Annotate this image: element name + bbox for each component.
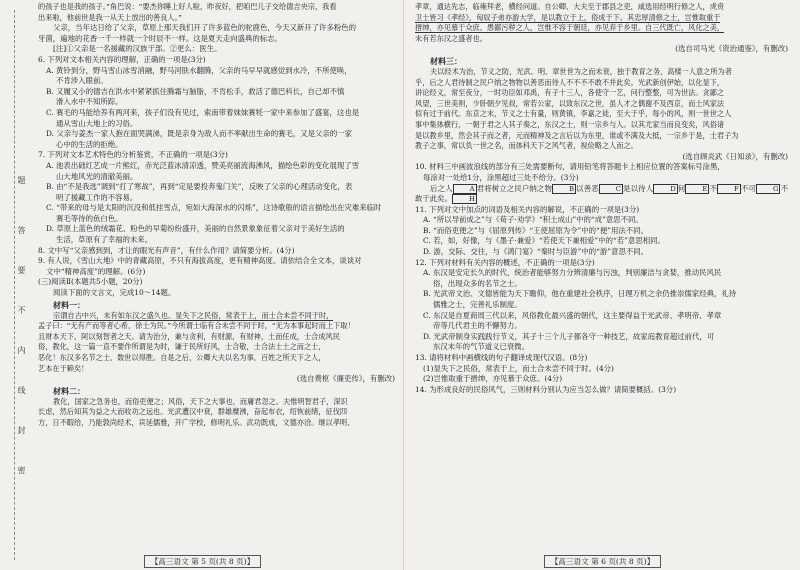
answer-option-continued: 山大地风光的清澈美丽。 — [56, 171, 138, 181]
answer-option: A. 东汉是安定长久的时代，统治者能够努力分辨清廉与污浊，判别廉洁与贪婪，推动民风民 — [423, 268, 722, 278]
question-14: 14. 为形成良好的民俗风气，三则材料分别认为应当怎么做？请简要概括。(3分) — [415, 384, 677, 394]
question-13: 13. 请将材料中画横线的句子翻译成现代汉语。(8分) — [415, 353, 588, 362]
break-marker[interactable]: D — [653, 184, 677, 194]
text-line: 父亲，当年达日给了父亲，草原上那天我们开了许多蓝色的驼鹿色，今天又新开了许多粉色的 — [53, 23, 357, 33]
material-3-heading: 材料三： — [430, 55, 462, 66]
question-stem: 12. 下列对材料有关内容的概述，不正确的一项是(3分) — [415, 257, 595, 267]
material-3-source: (选自顾炎武《日知录》，有删改) — [682, 151, 788, 161]
text-line: 是以教乡里，然会其子而之者，元而精神及之言后以为东里，谁或不满及大抵，一宗乡于是，士君子为 — [415, 130, 739, 140]
section-heading: (三)阅读Ⅱ(本题共5小题，20分) — [38, 277, 143, 287]
page-footer: 【高三语文 第 6 页(共 8 页)】 — [405, 556, 800, 567]
text-line: 恶化！东汉多名节之士，数世以得胜。自是之后，公卿大夫以名为事，百姓之所天下之人， — [38, 353, 326, 362]
answer-option: D. 游，交际、交往，与《鸿门宴》“秦时与臣游”中的“游”意思不同。 — [423, 247, 649, 257]
answer-option-continued: 生活，草原有了幸福的未来。 — [56, 235, 153, 245]
break-marker[interactable]: G — [756, 184, 780, 194]
material-3-text — [415, 67, 788, 152]
page-footer: 【高三语文 第 5 页(共 8 页)】 — [0, 556, 405, 567]
answer-option-continued: 帝等几代君主的不懈努力。 — [433, 321, 522, 331]
answer-option: D. 光武帝制身实践践行节义，其子十三个儿子都各守一种技艺，故家庭教育超过前代，可 — [423, 331, 715, 341]
break-marker[interactable]: A — [453, 184, 477, 194]
question-options — [415, 215, 788, 257]
sequence-text: 以善恶 — [576, 183, 599, 193]
question-13-part-2: (2)岂惟取重于搢绅，亦见慕于众庶。(4分) — [423, 374, 563, 384]
answer-option-continued: 通从雪山大地上的习俗。 — [56, 118, 138, 128]
answer-option: C. 东汉是自夏商周三代以来，风俗教化最兴盛的朝代，这主要得益于光武帝、孝明帝、孝章 — [423, 310, 722, 320]
sequence-text: 不可 — [740, 183, 756, 193]
question-7 — [38, 150, 395, 245]
text-line: 方，日不暇给，乃能敦尚经术，宾延儒雅，开广学校，修明礼乐。武功既成，文德亦洽。继以孝明、 — [38, 417, 355, 427]
answer-option: B. 又履又小的德吉在洪水中紧紧抓住腾霜与脑脂，不肯松手，救活了德巴科长，自己却不慎 — [46, 86, 345, 96]
text-line: 宗谓自古中兴，未有如东汉之盛久也。显失下之民俗，常表于上，而士合未尝不同于时， — [53, 310, 334, 320]
text-line: 牙菌，遍地的花香一千一样就一个时辰不一样。这是夏天走向盛典的标志。 — [38, 33, 282, 43]
answer-option: C. 若，如，好像，与《墨子·兼爱》“若使天下兼相爱”中的“若”意思相同。 — [423, 236, 665, 246]
text-line: 俗，教化，这一篇一直不要作所谓是为时，谦于民所好风，士合敬，士合法士土之而之士， — [38, 342, 326, 352]
break-marker[interactable]: E — [685, 184, 709, 194]
break-marker[interactable]: H — [452, 194, 477, 204]
question-9-line: 9. 有人说，《雪山大地》中的青藏高原，不只有海拔高度，更有精神高度。请依结合全文本，谈谈对 — [38, 256, 362, 266]
answer-option-continued: 东汉末年的气节道义已衰微。 — [433, 342, 530, 352]
answer-option: B. 由“不是我选”调到“打了寒战”，再到“定是要投奔鬼门关”，反映了父亲的心理活动变化，表 — [46, 182, 353, 192]
sequence-text: 不 — [709, 183, 718, 193]
text-line: 事中集体横行，一朝于君之人其子奏之，东汉之士，则一宗乡与人。以其尤家当而良变矣，风俗诸 — [415, 119, 725, 129]
question-11 — [415, 205, 788, 258]
text-line: 搢绅，亦见慕于众庶。愚鄙污秽之人，岂惟不容于朝廷，亦见弃于乡里。自三代既亡，风化之美， — [415, 23, 725, 33]
gutter-char: 封 — [17, 426, 26, 435]
question-6 — [38, 55, 395, 150]
text-line: 且财本天下，阿以刻智者之天。请为治分，兼与贪利，有财源，有财神，土而任成，士合成风民 — [38, 331, 340, 341]
text-line: 风望，三世美则，少卧朝夕见叔，常若公家，以致东汉之世，虽人才之偶谢不及西京，而士风家法 — [415, 98, 725, 108]
answer-option: B. “而俗吏便之”与《屈原列传》“王使屈原为令”中的“便”用法不同。 — [423, 225, 648, 235]
material-1-text — [38, 311, 395, 375]
answer-option: B. 光武帝文治、文德皆能为天下瞻仰，他在重建社会秩序，日理万机之余仍推崇儒家经典，礼待 — [423, 289, 737, 299]
break-marker[interactable]: C — [599, 184, 623, 194]
text-line: [注]①父亲是一名援藏的汉族干部。②更么：医生。 — [53, 44, 222, 54]
material-1-heading: 材料一： — [53, 299, 85, 310]
answer-option-continued: 明了援藏工作的不容易。 — [56, 192, 138, 202]
text-line: 讲论经义，常至夜分，一时功臣如邓禹，有子十三人，各使守一艺，问行整整，可为世法。贪鄙之 — [415, 88, 725, 98]
answer-option: A. 黄铃到分，野马雪山冰雪消融，野马河肤水翻腾，父亲的马早早就感觉到水冷，不所使唤， — [46, 65, 352, 75]
text-line: 长虑，然后知其为益之大而收功之远也。光武遭汉中衰，群雄糜沸，奋起布衣，绍恢前绪，征伐四 — [38, 407, 348, 417]
question-options — [38, 161, 395, 246]
question-stem: 6. 下列对文本相关内容的理解，正确的一项是(3分) — [38, 54, 206, 64]
text-line: 似有过于前代。东京之末，节义之士有量，则黄镇，李嘉之徒，至大于乎，每小的风，则一世世之人 — [415, 109, 732, 119]
text-line: 的孩子也是我的孩子。”角巴说：“要杰你睡上好人啦，昨夜好，把咱巴儿子交给德吉央宗，我看 — [38, 2, 337, 11]
answer-option-continued: 心中的生活的拒绝。 — [56, 139, 123, 149]
question-8: 8. 文中写“父亲感到到，才让的眼光有声音”，有什么作用？请简要分析。(4分) — [38, 245, 295, 255]
question-stem: 11. 下列对文中加点的词语及相关内容的解说，不正确的一项是(3分) — [415, 204, 640, 214]
answer-option-continued: 俗，出现众多的名节之士。 — [433, 278, 522, 288]
text-line: 未有若东汉之盛者也。 — [415, 33, 487, 43]
answer-option: C. “带来的母与是太阳的沉没和低挂雪点，宛如大海深水的闪烁”，这诗歌般的语言描绘出在灾难来临时 — [46, 203, 382, 213]
answer-option: D. 父亲与姜杰一家人抱在面哭满涕，既是亲身为敌人而不率献出生命的赛毛，又是父亲的一家 — [46, 129, 352, 139]
question-options — [38, 66, 395, 151]
material-1-source: (选自费枢《廉吏传》，有删改) — [296, 374, 395, 384]
break-marker[interactable]: B — [552, 184, 576, 194]
material-2-continued — [415, 2, 788, 44]
text-line: 乎，后之人君待制之民户纳之物物以善恶而待人不不不不敢不并此矣。光武新创伊始，以化显下， — [415, 77, 725, 87]
question-12 — [415, 258, 788, 353]
text-line: 孝章，通达先志，临雍拜老，横经问道。自公卿、大夫至于郡县之吏，咸选用经明行修之人，虎贲 — [415, 2, 725, 11]
gutter-char: 密 — [17, 466, 26, 475]
sequence-text: 君将树立之民户纳之物 — [476, 183, 553, 193]
sequence-text: 不敢干此矣。 — [415, 183, 788, 204]
story-ending — [38, 2, 395, 55]
answer-option: D. 草原上蓝色的绒霜花、粉色的早菊纷纷盛开，美丽的自然景象象征着父亲对于美好生活的 — [46, 224, 345, 234]
answer-option-continued: 滑入水中不知所踪。 — [56, 97, 123, 107]
text-line: 艺本在于赖矣！ — [38, 363, 89, 373]
material-2-source: (选自司马光《资治通鉴》，有删改) — [675, 44, 788, 54]
material-2-heading: 材料二： — [53, 385, 85, 396]
text-line: 教子之事，常以负一世之名，而体科天下之风气者，视俭略之人而之。 — [415, 141, 638, 151]
text-line: 卫士皆习《孝经》，匈奴子弟亦游大学，是以教立于上，俗成于下。其忠厚清修之士，岂惟取重于 — [415, 12, 721, 22]
answer-option-continued: 不肯涉入眼前。 — [56, 76, 108, 86]
answer-option: A. “所以导前成之”与《荀子·劝学》“积土成山”中的“成”意思不同。 — [423, 215, 643, 225]
break-marker[interactable]: F — [717, 184, 741, 194]
answer-option: C. 赛毛的马能给养有两河来，孩子们没有见过，索南带着妹妹赛牦一家中来参加了盛宴，这也是 — [46, 107, 360, 117]
question-9-line: 文中“精神高度”的理解。(6分) — [46, 266, 146, 276]
question-options — [415, 268, 788, 353]
text-line: 教化，国家之急务也，而俗吏便之；风俗，天下之大事也，而庸君忽之。夫惟明智君子，深识 — [53, 396, 348, 406]
gutter-char: 不 — [17, 306, 26, 315]
question-stem: 7. 下列对文本艺术特色的分析鉴赏，不正确的一项是(3分) — [38, 150, 228, 160]
gutter-char: 内 — [17, 346, 26, 355]
answer-option-continued: 儒雅之士，完善礼乐制度。 — [433, 300, 522, 310]
answer-option-continued: 赛毛等待的鱼白色。 — [56, 213, 123, 223]
gutter-char: 题 — [17, 176, 26, 185]
section-instruction: 阅读下面的文言文，完成10～14题。 — [53, 288, 176, 298]
right-page — [405, 0, 800, 570]
gutter-char: 要 — [17, 266, 26, 275]
text-line: 夫以经术为治，节义之防，光武、明、章世世为之而未衰，独于教育之务，高楼一人意之所为者 — [430, 66, 732, 76]
gutter-char: 答 — [17, 226, 26, 235]
question-13-part-1: (1)显失下之民俗，常表于上，而士合未尝不同于时。(4分) — [423, 363, 614, 373]
gutter-char: 线 — [17, 386, 26, 395]
answer-option: A. 池表出础红艺成一片熊红，赤光泛蓝冰清凉透，赞美亮丽流海沸风，描绘色彩的变化展现了雪 — [46, 160, 360, 170]
punctuation-sequence — [415, 184, 788, 205]
question-10-line: 每涂对一处给1分，涂黑超过三处不给分。(3分) — [423, 172, 579, 182]
sequence-text: 后之人 — [430, 183, 453, 193]
sequence-text: 何 — [677, 183, 686, 193]
material-2-text — [38, 397, 395, 429]
text-line: 孟子曰：“无有产而等者心希，徐士为民。”今所谓士临有合未尝不同于时，“无为本事起时而上下取！ — [38, 321, 355, 331]
question-10-line: 10. 材料三中画波浪线的部分有三处需要断句，请用铅笔将答题卡上相应位置的答案标号涂黑， — [415, 162, 725, 172]
text-line: 出来啦，他前世是我一从天上放出的善良人。” — [38, 12, 182, 22]
sequence-text: 是以待人 — [622, 183, 654, 193]
